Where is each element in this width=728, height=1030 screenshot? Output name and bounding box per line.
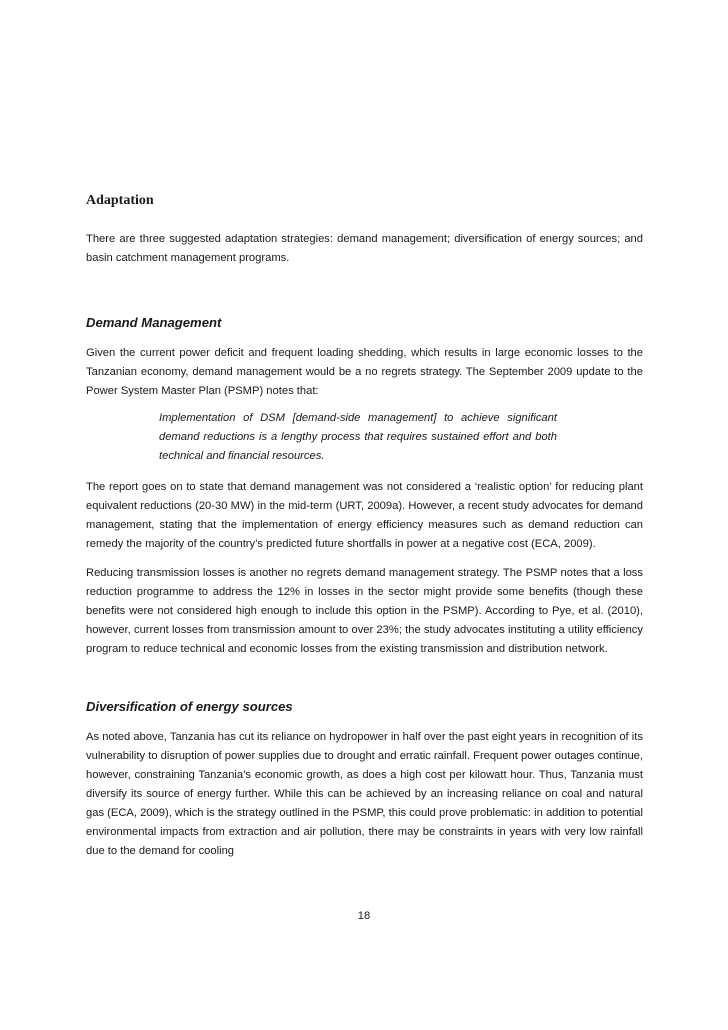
demand-management-paragraph-2: The report goes on to state that demand management was not considered a ‘realistic option’ for reducing plant equivalent reductions (20-30 MW) in the mid-term (URT, 2009a). However, a recent study advocates for demand management, stating that the implementation of energy efficiency measures such as demand reduction can remedy the majority of the country’s predicted future shortfalls in power at a negative cost (ECA, 2009). <box>86 481 643 550</box>
page-content <box>86 191 643 861</box>
intro-paragraph: There are three suggested adaptation strategies: demand management; diversification of energy sources; and basin catchment management programs. <box>86 233 643 264</box>
block-quote: Implementation of DSM [demand-side management] to achieve significant demand reductions is a lengthy process that requires sustained effort and both technical and financial resources. <box>159 412 557 462</box>
demand-management-paragraph-3: Reducing transmission losses is another no regrets demand management strategy. The PSMP notes that a loss reduction programme to address the 12% in losses in the sector might provide some benefits (though these benefits were not considered high enough to include this option in the PSMP). According to Pye, et al. (2010), however, current losses from transmission amount to over 23%; the study advocates instituting a utility efficiency program to reduce technical and economic losses from the existing transmission and distribution network. <box>86 567 643 655</box>
demand-management-heading: Demand Management <box>86 315 222 330</box>
diversification-paragraph-1: As noted above, Tanzania has cut its reliance on hydropower in half over the past eight years in recognition of its vulnerability to disruption of power supplies due to drought and erratic rainfall. Frequent power outages continue, however, constraining Tanzania’s economic growth, as does a high cost per kilowatt hour. Thus, Tanzania must diversify its source of energy further. While this can be achieved by an increasing reliance on coal and natural gas (ECA, 2009), which is the strategy outlined in the PSMP, this could prove problematic: in addition to potential environmental impacts from extraction and air pollution, there may be constraints in years with very low rainfall due to the demand for cooling <box>86 731 643 857</box>
demand-management-paragraph-1: Given the current power deficit and frequent loading shedding, which results in large economic losses to the Tanzanian economy, demand management would be a no regrets strategy. The September 2009 update to the Power System Master Plan (PSMP) notes that: <box>86 347 643 397</box>
page-number: 18 <box>357 910 371 922</box>
diversification-heading: Diversification of energy sources <box>86 699 293 714</box>
section-heading: Adaptation <box>86 193 154 208</box>
